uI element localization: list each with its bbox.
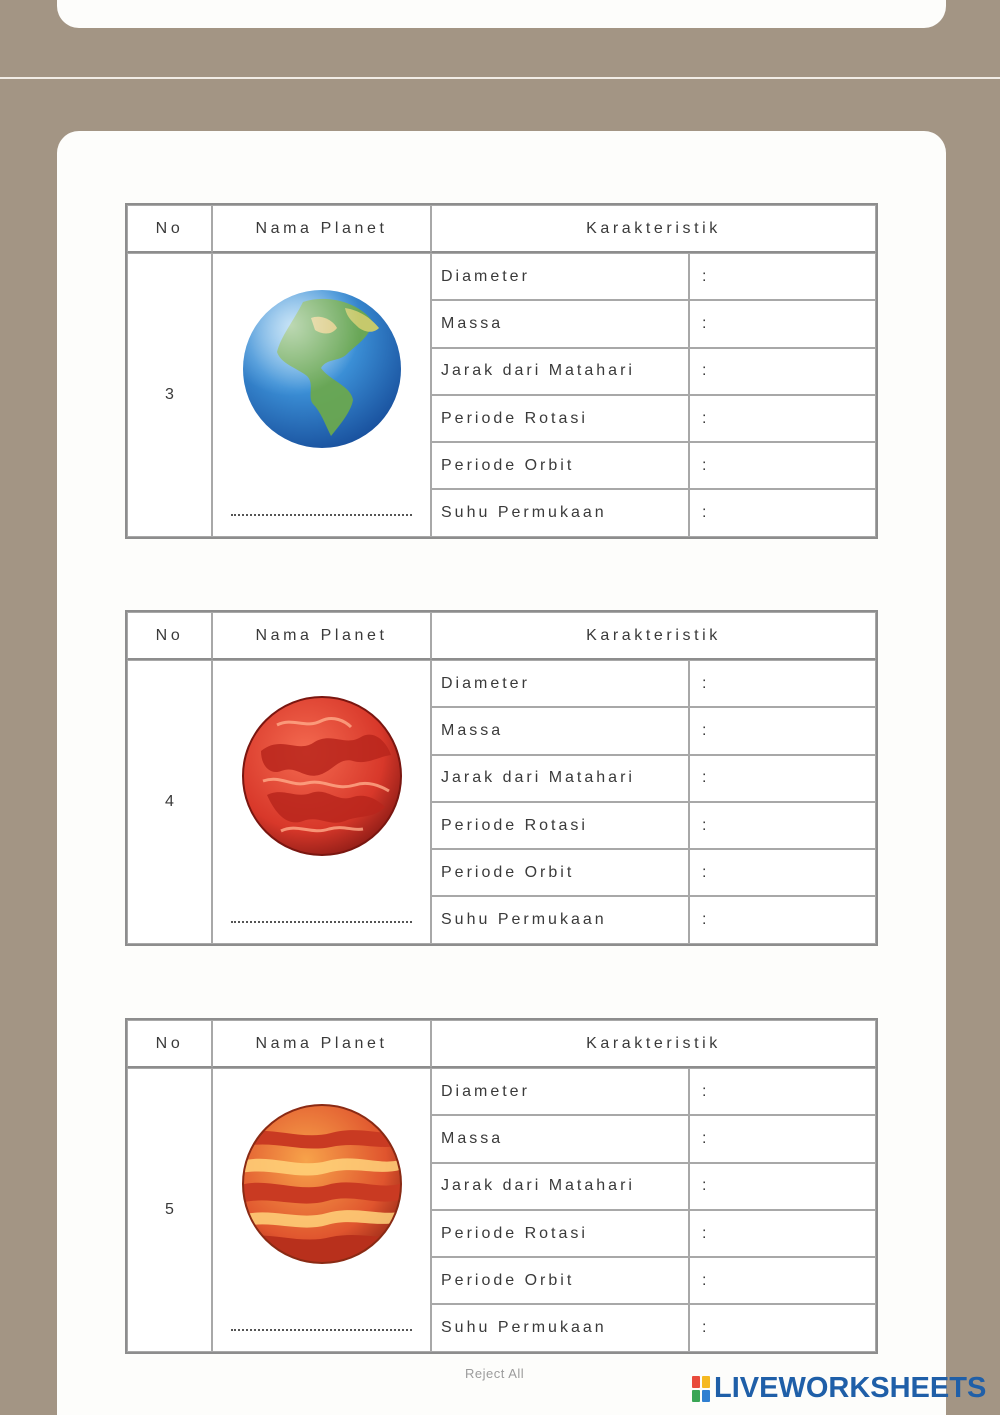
planet-name-blank[interactable] <box>231 514 412 516</box>
answer-temperature[interactable]: : <box>689 489 876 536</box>
liveworksheets-logo <box>692 1372 986 1405</box>
planet-image-cell <box>212 1068 431 1352</box>
answer-mass[interactable]: : <box>689 1115 876 1162</box>
char-diameter: Diameter <box>431 1068 689 1115</box>
char-rotation: Periode Rotasi <box>431 802 689 849</box>
planet-image-cell <box>212 660 431 944</box>
answer-distance[interactable]: : <box>689 755 876 802</box>
answer-mass[interactable]: : <box>689 300 876 347</box>
brand-name: LIVEWORKSHEETS <box>714 1372 987 1404</box>
jupiter-planet-icon <box>241 1103 403 1265</box>
char-distance: Jarak dari Matahari <box>431 755 689 802</box>
answer-distance[interactable]: : <box>689 1163 876 1210</box>
char-distance: Jarak dari Matahari <box>431 348 689 395</box>
answer-distance[interactable]: : <box>689 348 876 395</box>
header-no: No <box>127 1020 212 1068</box>
char-mass: Massa <box>431 1115 689 1162</box>
row-number: 3 <box>127 253 212 537</box>
char-mass: Massa <box>431 300 689 347</box>
char-temperature: Suhu Permukaan <box>431 1304 689 1351</box>
planet-table <box>125 610 878 946</box>
header-characteristics: Karakteristik <box>431 1020 876 1068</box>
header-planet-name: Nama Planet <box>212 1020 431 1068</box>
header-characteristics: Karakteristik <box>431 205 876 253</box>
answer-orbit[interactable]: : <box>689 1257 876 1304</box>
header-no: No <box>127 205 212 253</box>
char-temperature: Suhu Permukaan <box>431 896 689 943</box>
planet-image-cell <box>212 253 431 537</box>
planet-table <box>125 203 878 539</box>
row-number: 5 <box>127 1068 212 1352</box>
char-orbit: Periode Orbit <box>431 442 689 489</box>
answer-orbit[interactable]: : <box>689 442 876 489</box>
answer-temperature[interactable]: : <box>689 896 876 943</box>
answer-rotation[interactable]: : <box>689 802 876 849</box>
planet-name-blank[interactable] <box>231 921 412 923</box>
top-card <box>57 0 946 28</box>
answer-orbit[interactable]: : <box>689 849 876 896</box>
mars-planet-icon <box>241 695 403 857</box>
char-diameter: Diameter <box>431 253 689 300</box>
answer-temperature[interactable]: : <box>689 1304 876 1351</box>
earth-planet-icon <box>241 288 403 450</box>
char-diameter: Diameter <box>431 660 689 707</box>
row-number: 4 <box>127 660 212 944</box>
char-rotation: Periode Rotasi <box>431 1210 689 1257</box>
header-characteristics: Karakteristik <box>431 612 876 660</box>
char-orbit: Periode Orbit <box>431 849 689 896</box>
header-no: No <box>127 612 212 660</box>
header-planet-name: Nama Planet <box>212 205 431 253</box>
answer-mass[interactable]: : <box>689 707 876 754</box>
planet-table <box>125 1018 878 1354</box>
answer-diameter[interactable]: : <box>689 1068 876 1115</box>
char-distance: Jarak dari Matahari <box>431 1163 689 1210</box>
char-rotation: Periode Rotasi <box>431 395 689 442</box>
char-orbit: Periode Orbit <box>431 1257 689 1304</box>
planet-name-blank[interactable] <box>231 1329 412 1331</box>
answer-diameter[interactable]: : <box>689 253 876 300</box>
answer-diameter[interactable]: : <box>689 660 876 707</box>
answer-rotation[interactable]: : <box>689 1210 876 1257</box>
header-planet-name: Nama Planet <box>212 612 431 660</box>
char-mass: Massa <box>431 707 689 754</box>
answer-rotation[interactable]: : <box>689 395 876 442</box>
reject-all-button[interactable]: Reject All <box>465 1366 525 1381</box>
divider-line <box>0 77 1000 79</box>
liveworksheets-logo-icon <box>692 1376 710 1402</box>
char-temperature: Suhu Permukaan <box>431 489 689 536</box>
